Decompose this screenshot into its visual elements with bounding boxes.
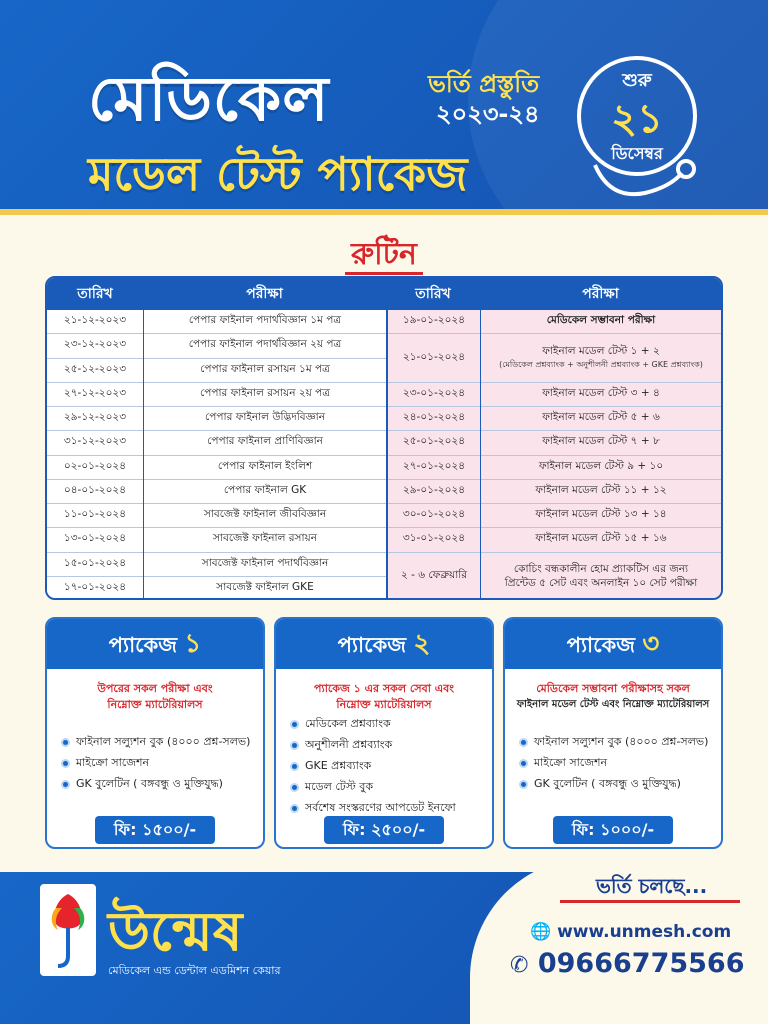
title-main: মেডিকেল xyxy=(88,62,330,135)
routine-exam-cell xyxy=(481,553,721,601)
exam-note: (মেডিকেল প্রশ্নব্যাংক + অনুশীলনী প্রশ্নব্যাংক + GKE প্রশ্নব্যাংক) xyxy=(499,360,703,369)
routine-exam-cell: ফাইনাল মডেল টেস্ট ৫ + ৬ xyxy=(481,407,721,431)
package-number: ২ xyxy=(413,629,431,659)
phone-icon: ✆ xyxy=(510,953,529,978)
routine-title: রুটিন xyxy=(0,230,768,281)
check-icon xyxy=(290,762,299,771)
routine-date-cell: ২৩-০১-২০২৪ xyxy=(388,383,480,407)
header-date-left: তারিখ xyxy=(77,286,113,302)
routine-exam-cell: পেপার ফাইনাল রসায়ন ১ম পত্র xyxy=(144,359,386,383)
list-item xyxy=(519,773,719,794)
routine-exam-cell: পেপার ফাইনাল পদার্থবিজ্ঞান ১ম পত্র xyxy=(144,310,386,334)
routine-exam-cell: সাবজেক্ট ফাইনাল GKE xyxy=(144,577,386,600)
check-icon xyxy=(519,780,528,789)
header-date-right: তারিখ xyxy=(415,286,451,302)
package-item-text: ফাইনাল সল্যুশন বুক (৪০০০ প্রশ্ন-সলভ) xyxy=(76,735,251,748)
divider xyxy=(480,310,481,600)
header-banner xyxy=(0,0,768,215)
package-title xyxy=(276,619,492,669)
package-intro-line1: মেডিকেল সম্ভাবনা পরীক্ষাসহ সকল xyxy=(536,682,690,695)
routine-date-cell: ০৪-০১-২০২৪ xyxy=(47,480,143,504)
routine-date-cell: ১৩-০১-২০২৪ xyxy=(47,528,143,552)
admission-ongoing: ভর্তি চলছে... xyxy=(596,874,708,898)
package-items xyxy=(61,731,261,794)
package-item-text: মাইক্রো সাজেশন xyxy=(76,756,150,769)
routine-exam-cell: পেপার ফাইনাল প্রাণিবিজ্ঞান xyxy=(144,431,386,455)
check-icon xyxy=(519,759,528,768)
phone-number[interactable] xyxy=(510,948,745,979)
title-model-test-package: মডেল টেস্ট প্যাকেজ xyxy=(88,147,468,201)
routine-date-cell: ০২-০১-২০২৪ xyxy=(47,456,143,480)
package-intro xyxy=(286,681,482,713)
routine-exam-cell: পেপার ফাইনাল উদ্ভিদবিজ্ঞান xyxy=(144,407,386,431)
check-icon xyxy=(61,738,70,747)
routine-date-cell: ৩০-০১-২০২৪ xyxy=(388,504,480,528)
routine-exam-cell: পেপার ফাইনাল পদার্থবিজ্ঞান ২য় পত্র xyxy=(144,334,386,358)
routine-exam-cell xyxy=(481,334,721,383)
routine-exam-cell: ফাইনাল মডেল টেস্ট ৭ + ৮ xyxy=(481,431,721,455)
brand-name: উন্মেষ xyxy=(108,900,243,963)
check-icon xyxy=(61,759,70,768)
package-label: প্যাকেজ xyxy=(108,633,178,657)
package-card-1 xyxy=(45,617,265,849)
check-icon xyxy=(519,738,528,747)
header-exam-left: পরীক্ষা xyxy=(246,286,283,302)
website-text: www.unmesh.com xyxy=(557,922,732,942)
routine-date-cell: ২৫-১২-২০২৩ xyxy=(47,359,143,383)
start-label: শুরু xyxy=(622,70,652,91)
routine-exam-cell: ফাইনাল মডেল টেস্ট ১৫ + ১৬ xyxy=(481,528,721,552)
list-item xyxy=(61,752,261,773)
package-intro-line2: নিম্নোক্ত ম্যাটেরিয়ালস xyxy=(336,698,432,711)
check-icon xyxy=(290,741,299,750)
package-item-text: GKE প্রশ্নব্যাংক xyxy=(305,759,372,772)
list-item xyxy=(290,734,490,755)
package-item-text: মডেল টেস্ট বুক xyxy=(305,780,374,793)
website-link[interactable] xyxy=(530,922,731,942)
start-day: ২১ xyxy=(611,96,663,142)
routine-exam-cell: পেপার ফাইনাল GK xyxy=(144,480,386,504)
package-items xyxy=(290,713,490,818)
package-item-text: মেডিকেল প্রশ্নব্যাংক xyxy=(305,717,391,730)
title-session: ২০২৩-২৪ xyxy=(436,100,540,128)
routine-exam-cell: ফাইনাল মডেল টেস্ট ৯ + ১০ xyxy=(481,456,721,480)
routine-date-cell: ২১-১২-২০২৩ xyxy=(47,310,143,334)
package-intro-line1: উপরের সকল পরীক্ষা এবং xyxy=(97,682,213,695)
routine-date-cell: ২৪-০১-২০২৪ xyxy=(388,407,480,431)
routine-date-cell: ২৭-০১-২০২৪ xyxy=(388,456,480,480)
check-icon xyxy=(290,720,299,729)
package-fee: ফি: ১০০০/- xyxy=(553,816,673,844)
divider xyxy=(386,310,388,600)
exam-text: ফাইনাল মডেল টেস্ট ১ + ২ xyxy=(542,345,660,357)
globe-icon: 🌐 xyxy=(530,922,552,942)
routine-date-cell: ২ - ৬ ফেব্রুয়ারি xyxy=(388,553,480,601)
package-label: প্যাকেজ xyxy=(566,633,636,657)
brand-tagline: মেডিকেল এন্ড ডেন্টাল এডমিশন কেয়ার xyxy=(108,964,281,977)
package-intro-line1: প্যাকেজ ১ এর সকল সেবা এবং xyxy=(314,682,454,695)
list-item xyxy=(61,773,261,794)
routine-exam-cell: ফাইনাল মডেল টেস্ট ৩ + ৪ xyxy=(481,383,721,407)
package-fee: ফি: ২৫০০/- xyxy=(324,816,444,844)
list-item xyxy=(61,731,261,752)
phone-text: 09666775566 xyxy=(537,948,745,979)
divider xyxy=(143,310,144,600)
package-card-2 xyxy=(274,617,494,849)
routine-exam-cell: সাবজেক্ট ফাইনাল জীববিজ্ঞান xyxy=(144,504,386,528)
routine-exam-cell: পেপার ফাইনাল ইংলিশ xyxy=(144,456,386,480)
list-item xyxy=(290,776,490,797)
package-item-text: মাইক্রো সাজেশন xyxy=(534,756,608,769)
package-item-text: ফাইনাল সল্যুশন বুক (৪০০০ প্রশ্ন-সলভ) xyxy=(534,735,709,748)
routine-date-cell: ৩১-১২-২০২৩ xyxy=(47,431,143,455)
check-icon xyxy=(290,783,299,792)
routine-exam-cell: ফাইনাল মডেল টেস্ট ১৩ + ১৪ xyxy=(481,504,721,528)
routine-date-cell: ৩১-০১-২০২৪ xyxy=(388,528,480,552)
package-number: ১ xyxy=(184,629,202,659)
title-admission-prep: ভর্তি প্রস্তুতি xyxy=(428,70,540,98)
routine-date-cell: ১৫-০১-২০২৪ xyxy=(47,553,143,577)
routine-exam-cell: পেপার ফাইনাল রসায়ন ২য় পত্র xyxy=(144,383,386,407)
start-month: ডিসেম্বর xyxy=(611,144,663,163)
header-exam-right: পরীক্ষা xyxy=(582,286,619,302)
routine-header-row xyxy=(47,278,721,310)
package-items xyxy=(519,731,719,794)
routine-date-cell: ২৫-০১-২০২৪ xyxy=(388,431,480,455)
package-card-3 xyxy=(503,617,723,849)
routine-exam-cell: সাবজেক্ট ফাইনাল পদার্থবিজ্ঞান xyxy=(144,553,386,577)
list-item xyxy=(290,755,490,776)
package-intro-line2: নিম্নোক্ত ম্যাটেরিয়ালস xyxy=(107,698,203,711)
exam-text-line2: প্রিন্টেড ৫ সেট এবং অনলাইন ১০ সেট পরীক্ষা xyxy=(504,577,698,590)
package-intro xyxy=(57,681,253,713)
package-fee: ফি: ১৫০০/- xyxy=(95,816,215,844)
package-intro xyxy=(515,681,711,713)
package-item-text: অনুশীলনী প্রশ্নব্যাংক xyxy=(305,738,393,751)
routine-date-cell: ২১-০১-২০২৪ xyxy=(388,334,480,383)
check-icon xyxy=(61,780,70,789)
package-item-text: GK বুলেটিন ( বঙ্গবন্ধু ও মুক্তিযুদ্ধ) xyxy=(76,777,223,790)
routine-exam-cell: ফাইনাল মডেল টেস্ট ১১ + ১২ xyxy=(481,480,721,504)
list-item xyxy=(290,797,490,818)
admission-underline xyxy=(560,900,740,903)
routine-table xyxy=(45,276,723,600)
routine-date-cell: ১৯-০১-২০২৪ xyxy=(388,310,480,334)
routine-exam-cell: মেডিকেল সম্ভাবনা পরীক্ষা xyxy=(481,310,721,334)
package-item-text: GK বুলেটিন ( বঙ্গবন্ধু ও মুক্তিযুদ্ধ) xyxy=(534,777,681,790)
routine-date-cell: ২৯-১২-২০২৩ xyxy=(47,407,143,431)
unmesh-logo xyxy=(40,884,96,976)
package-intro-line2: ফাইনাল মডেল টেস্ট এবং নিম্নোক্ত ম্যাটেরিয়ালস xyxy=(516,699,710,710)
check-icon xyxy=(290,804,299,813)
tulip-logo-icon xyxy=(42,886,94,974)
list-item xyxy=(290,713,490,734)
package-title xyxy=(47,619,263,669)
list-item xyxy=(519,731,719,752)
list-item xyxy=(519,752,719,773)
routine-date-cell: ২৯-০১-২০২৪ xyxy=(388,480,480,504)
routine-date-cell: ২৭-১২-২০২৩ xyxy=(47,383,143,407)
routine-date-cell: ২৩-১২-২০২৩ xyxy=(47,334,143,358)
stethoscope-icon xyxy=(590,155,700,205)
package-number: ৩ xyxy=(642,629,660,659)
routine-date-cell: ১৭-০১-২০২৪ xyxy=(47,577,143,600)
routine-date-cell: ১১-০১-২০২৪ xyxy=(47,504,143,528)
package-item-text: সর্বশেষ সংস্করণের আপডেট ইনফো xyxy=(305,801,456,814)
exam-text: কোচিং বন্ধকালীন হোম প্র্যাকটিস এর জন্য xyxy=(513,563,689,576)
routine-exam-cell: সাবজেক্ট ফাইনাল রসায়ন xyxy=(144,528,386,552)
package-title xyxy=(505,619,721,669)
package-label: প্যাকেজ xyxy=(337,633,407,657)
